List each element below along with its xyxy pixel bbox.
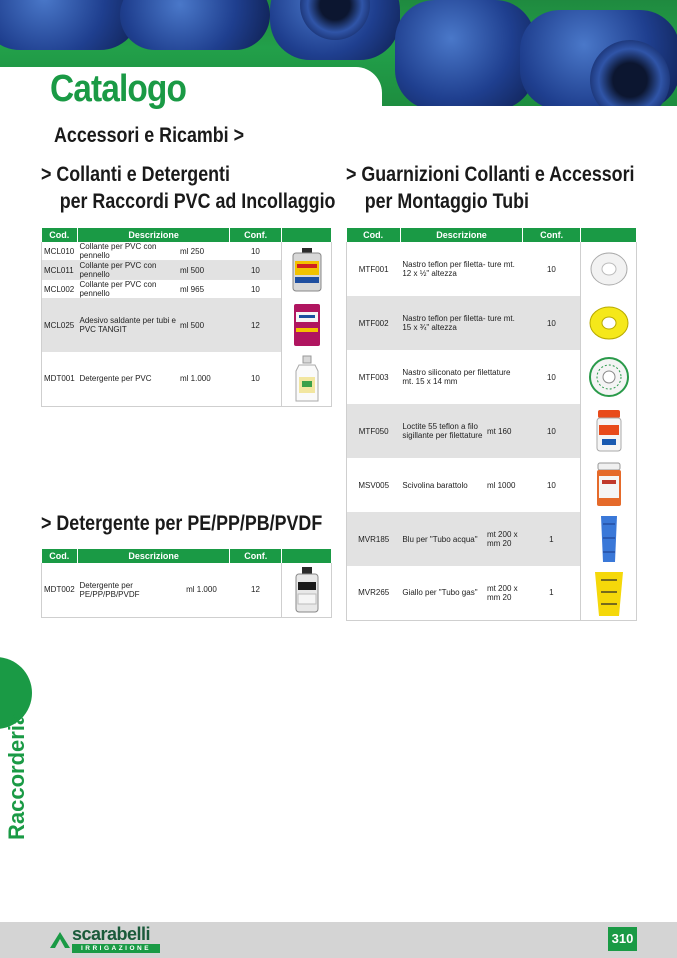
tangit-tin-image xyxy=(282,298,332,352)
table-row: MDT002 Detergente per PE/PP/PB/PVDF ml 1.000 12 xyxy=(42,563,332,617)
table-header: Cod. Descrizione Conf. xyxy=(42,549,332,563)
table-row: MTF003 Nastro siliconato per filettature mt. 15 x 14 mm 10 xyxy=(347,350,637,404)
blue-warning-tape-image xyxy=(581,512,637,566)
section-collanti-title: > Collanti e Detergenti per Raccordi PVC ad Incollaggio xyxy=(41,163,336,213)
brand-name: scarabelli xyxy=(72,924,151,944)
table-row: MCL002 Collante per PVC con pennello ml 965 10 xyxy=(42,280,332,299)
pvc-glue-can-image xyxy=(282,242,332,298)
scarabelli-logo-icon xyxy=(48,928,72,952)
brand-subtitle: IRRIGAZIONE xyxy=(72,944,160,953)
section-guarnizioni-title: > Guarnizioni Collanti e Accessori per Montaggio Tubi xyxy=(346,163,635,213)
silicone-tape-roll-image xyxy=(581,350,637,404)
collanti-table xyxy=(41,228,332,407)
page-number: 310 xyxy=(608,927,637,951)
table-row: MTF001 Nastro teflon per filetta- ture mt. 12 x ½" altezza 10 xyxy=(347,242,637,296)
pe-cleaner-bottle-image xyxy=(282,563,332,617)
side-section-label: Raccorderia xyxy=(4,712,29,840)
table-row: MSV005 Scivolina barattolo ml 1000 10 xyxy=(347,458,637,512)
table-header: Cod. Descrizione Conf. xyxy=(347,228,637,242)
yellow-teflon-roll-image xyxy=(581,296,637,350)
table-row: MCL025 Adesivo saldante per tubi e PVC TANGIT ml 500 12 xyxy=(42,298,332,352)
page-title: Catalogo xyxy=(50,68,187,110)
white-teflon-roll-image xyxy=(581,242,637,296)
table-row: MCL011 Collante per PVC con pennello ml 500 10 xyxy=(42,261,332,280)
guarnizioni-table xyxy=(346,228,637,621)
table-header: Cod. Descrizione Conf. xyxy=(42,228,332,242)
table-row: MDT001 Detergente per PVC ml 1.000 10 xyxy=(42,352,332,406)
section-detergente-title: > Detergente per PE/PP/PB/PVDF xyxy=(41,512,323,535)
table-row: MVR265 Giallo per "Tubo gas" mt 200 x mm 20 1 xyxy=(347,566,637,620)
yellow-warning-tape-image xyxy=(581,566,637,620)
table-row: MTF050 Loctite 55 teflon a filo sigillante per filettature mt 160 10 xyxy=(347,404,637,458)
table-row: MTF002 Nastro teflon per filetta- ture mt. 15 x ¾" altezza 10 xyxy=(347,296,637,350)
table-row: MVR185 Blu per "Tubo acqua" mt 200 x mm 20 1 xyxy=(347,512,637,566)
table-row: MCL010 Collante per PVC con pennello ml 250 10 xyxy=(42,242,332,261)
cleaner-bottle-image xyxy=(282,352,332,406)
lubricant-jar-image xyxy=(581,458,637,512)
detergente-table xyxy=(41,549,332,618)
loctite-jar-image xyxy=(581,404,637,458)
page-subtitle: Accessori e Ricambi > xyxy=(54,124,245,147)
